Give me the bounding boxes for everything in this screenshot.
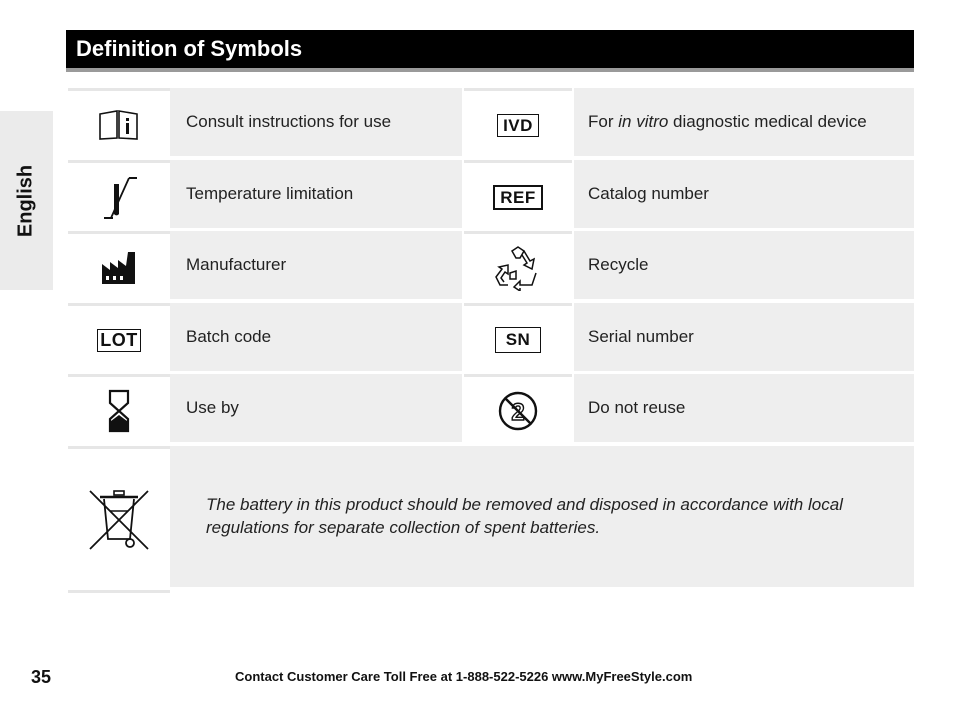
no-reuse-icon	[497, 390, 539, 432]
page-title: Definition of Symbols	[76, 36, 303, 61]
battery-disposal-row	[66, 446, 914, 590]
sn-label: SN	[495, 327, 542, 353]
table-row	[66, 88, 914, 156]
book-info-icon	[97, 109, 141, 141]
battery-disposal-text: The battery in this product should be removed and disposed in accordance with local regulations for separate collection of spent batteries.	[170, 446, 914, 587]
table-row	[66, 303, 914, 371]
symbol-cell	[464, 88, 572, 159]
symbol-cell	[68, 374, 170, 445]
recycle-icon	[494, 245, 542, 291]
language-tab	[0, 111, 53, 290]
symbol-description	[574, 88, 914, 156]
symbol-cell	[68, 231, 170, 302]
language-label: English	[14, 164, 37, 238]
factory-icon	[100, 250, 138, 286]
symbol-description: Manufacturer	[170, 231, 462, 299]
symbol-cell	[68, 446, 170, 593]
symbol-cell	[464, 303, 572, 374]
symbol-cell	[464, 160, 572, 231]
table-row	[66, 231, 914, 299]
thermometer-limit-icon	[99, 174, 139, 220]
symbol-cell	[464, 374, 572, 445]
symbol-cell	[464, 231, 572, 302]
table-row	[66, 374, 914, 442]
ivd-text-post: diagnostic medical device	[668, 112, 867, 131]
page-number: 35	[31, 667, 52, 687]
symbol-cell	[68, 160, 170, 231]
symbol-cell	[68, 88, 170, 159]
lot-label: LOT	[97, 329, 141, 352]
ivd-text-pre: For	[588, 112, 619, 131]
contact-footer: Contact Customer Care Toll Free at 1-888-522-5226 www.MyFreeStyle.com	[235, 669, 693, 684]
symbol-description: Catalog number	[574, 160, 914, 228]
symbol-description: Consult instructions for use	[170, 88, 462, 156]
table-row	[66, 160, 914, 228]
symbol-description: Do not reuse	[574, 374, 914, 442]
crossed-bin-icon	[86, 487, 152, 553]
section-header	[66, 30, 914, 72]
ivd-label: IVD	[497, 114, 539, 137]
symbol-description: Serial number	[574, 303, 914, 371]
symbol-cell	[68, 303, 170, 374]
symbol-description: Use by	[170, 374, 462, 442]
ref-label: REF	[493, 185, 543, 210]
symbol-description: Temperature limitation	[170, 160, 462, 228]
symbol-description: Batch code	[170, 303, 462, 371]
hourglass-icon	[108, 389, 130, 433]
ivd-text-em: in vitro	[618, 112, 669, 131]
symbol-description: Recycle	[574, 231, 914, 299]
svg-text:2: 2	[511, 399, 525, 426]
